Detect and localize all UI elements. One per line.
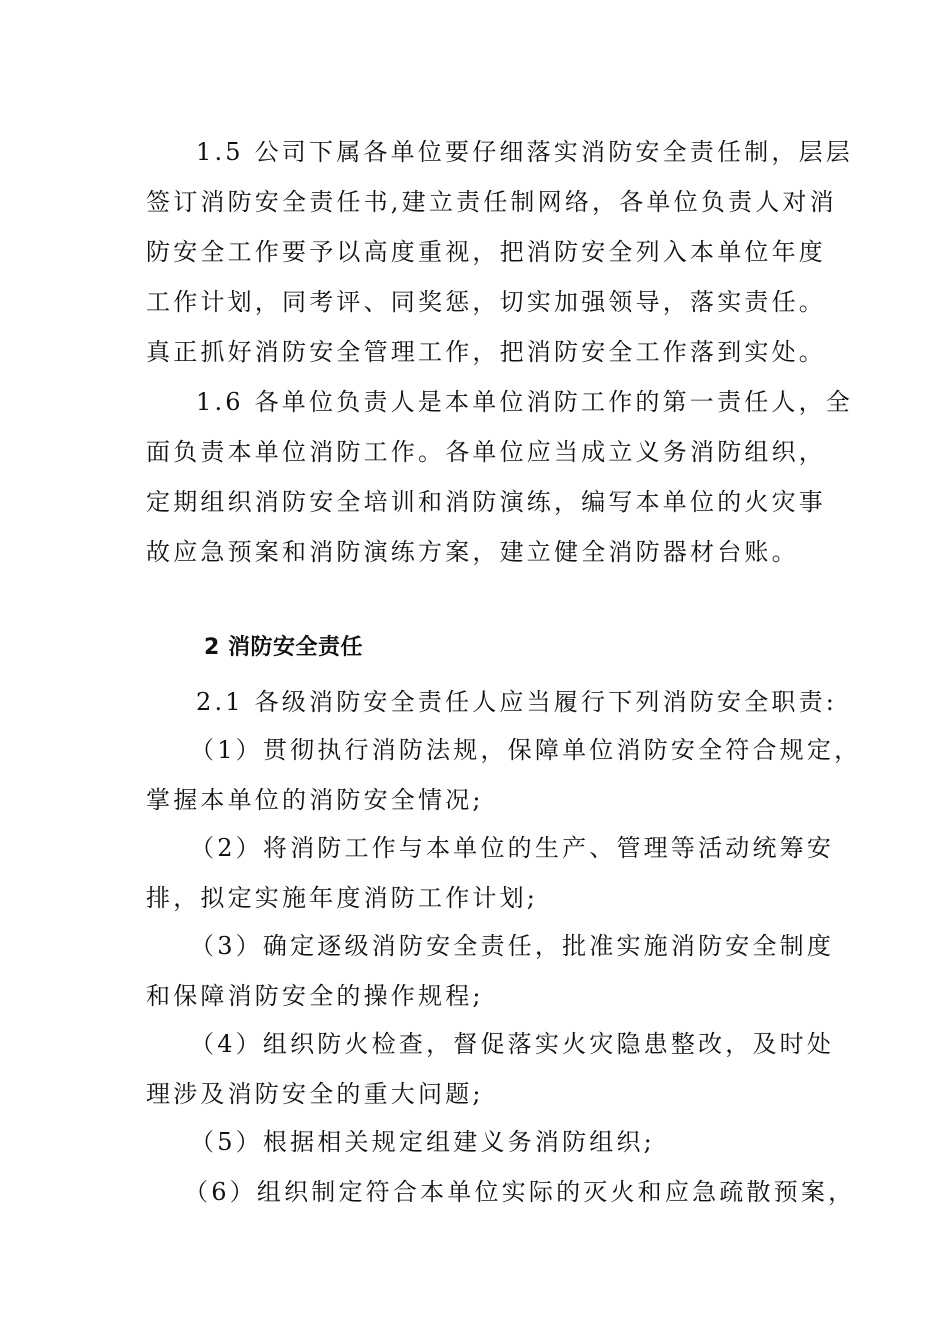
para-1-5-line-3: 防安全工作要予以高度重视，把消防安全列入本单位年度 — [146, 238, 826, 266]
para-1-5-line-1: 1.5 公司下属各单位要仔细落实消防安全责任制，层层 — [196, 138, 853, 166]
para-1-5-line-2: 签订消防安全责任书,建立责任制网络，各单位负责人对消 — [146, 188, 837, 216]
list-item-5: （5）根据相关规定组建义务消防组织; — [190, 1128, 655, 1156]
list-item-6-line-1: （6）组织制定符合本单位实际的灭火和应急疏散预案， — [184, 1178, 856, 1206]
list-item-4-line-1: （4）组织防火检查，督促落实火灾隐患整改，及时处 — [190, 1030, 835, 1058]
para-1-5-line-5: 真正抓好消防安全管理工作，把消防安全工作落到实处。 — [146, 338, 826, 366]
list-item-1-line-1: （1）贯彻执行消防法规，保障单位消防安全符合规定， — [190, 736, 862, 764]
para-1-5-line-4: 工作计划，同考评、同奖惩，切实加强领导，落实责任。 — [146, 288, 826, 316]
list-item-2-line-1: （2）将消防工作与本单位的生产、管理等活动统筹安 — [190, 834, 835, 862]
para-2-1: 2.1 各级消防安全责任人应当履行下列消防安全职责: — [196, 688, 838, 716]
list-item-3-line-1: （3）确定逐级消防安全责任，批准实施消防安全制度 — [190, 932, 835, 960]
list-item-3-line-2: 和保障消防安全的操作规程; — [146, 982, 484, 1010]
list-item-4-line-2: 理涉及消防安全的重大问题; — [146, 1080, 484, 1108]
section-heading: 2 消防安全责任 — [204, 635, 363, 660]
list-item-2-line-2: 排，拟定实施年度消防工作计划; — [146, 884, 539, 912]
para-1-6-line-4: 故应急预案和消防演练方案，建立健全消防器材台账。 — [146, 538, 799, 566]
para-1-6-line-2: 面负责本单位消防工作。各单位应当成立义务消防组织， — [146, 438, 826, 466]
para-1-6-line-3: 定期组织消防安全培训和消防演练，编写本单位的火灾事 — [146, 488, 826, 516]
list-item-1-line-2: 掌握本单位的消防安全情况; — [146, 786, 484, 814]
para-1-6-line-1: 1.6 各单位负责人是本单位消防工作的第一责任人，全 — [196, 388, 853, 416]
